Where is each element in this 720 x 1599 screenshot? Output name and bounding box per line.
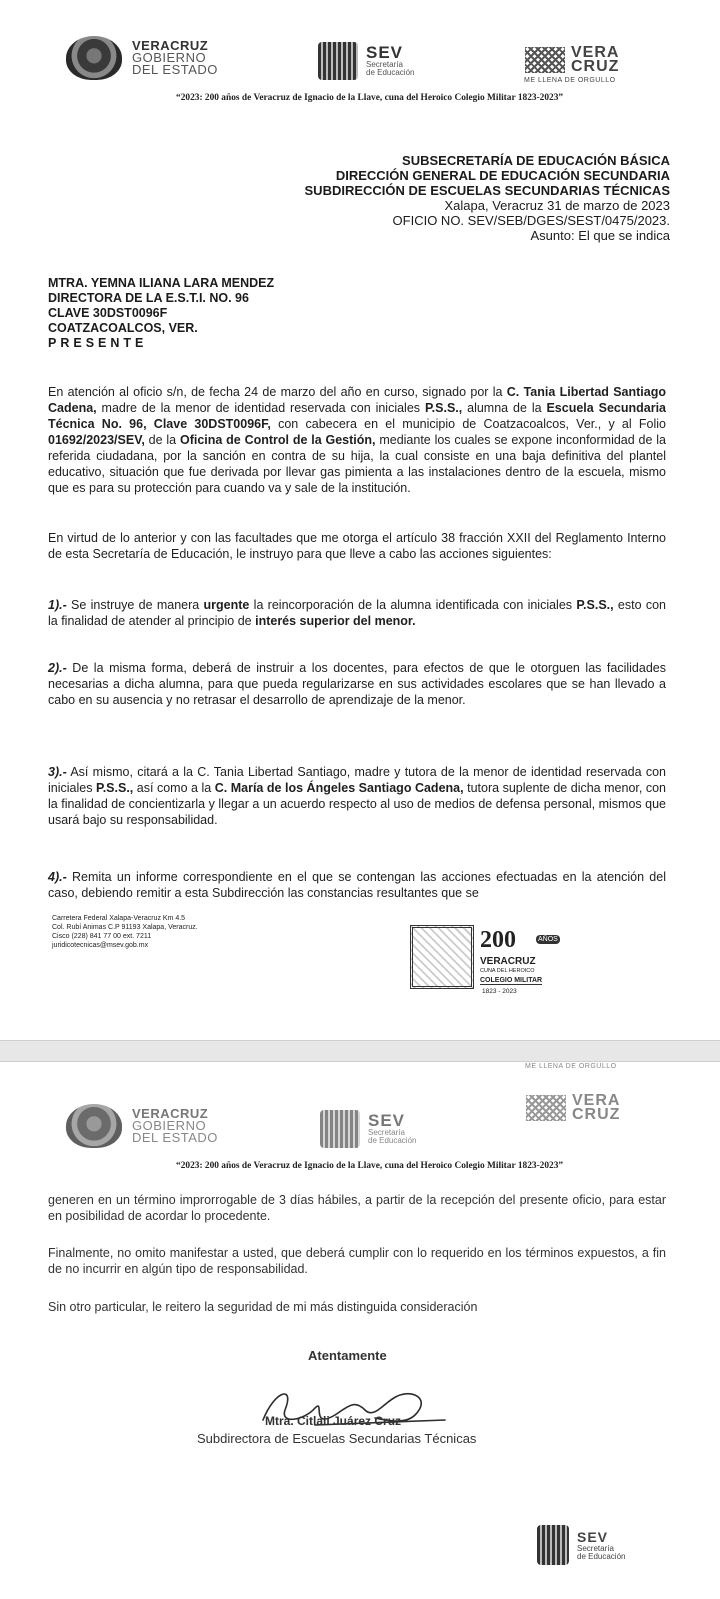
veracruz-brand-logo — [525, 46, 619, 74]
page2-paragraph-1: generen en un término improrrogable de 3 días hábiles, a partir de la recepción del presente oficio, para estar en posibilidad de acordar lo procedente. — [48, 1193, 666, 1223]
footer-address — [52, 914, 198, 950]
seal-years: 1823 - 2023 — [482, 988, 517, 995]
seal-sub: CUNA DEL HEROICO — [480, 968, 535, 974]
sev-sub1-p2: Secretaría — [368, 1128, 405, 1137]
sev-stamp — [537, 1525, 625, 1565]
sev-sub1: Secretaría — [366, 60, 403, 69]
office-heading — [305, 153, 670, 243]
page2-paragraph-3: Sin otro particular, le reitero la seguridad de mi más distinguida consideración — [48, 1300, 478, 1314]
stamp-name: SEV — [577, 1529, 609, 1545]
paragraph-intro: En atención al oficio s/n, de fecha 24 de marzo del año en curso, signado por la C. Tania Libertad Santiago Cadena, madre de la menor de identidad reservada con iniciales P.S.S., alumna de la Escuela Secundaria Técnica No. 96, Clave 30DST0096F, con cabecera en el municipio de Coatzacoalcos, Ver., y al Folio 01692/2023/SEV, de la Oficina de Control de la Gestión, mediante los cuales se expone inconformidad de la referida ciudadana, por la sanción en contra de su hija, la cual consiste en una baja definitiva del plantel educativo, situación que fue derivada por llevar gas pimienta a las instalaciones dentro de la escuela, mismo que es para su protección para cuando va y sale de la institución. — [48, 385, 667, 495]
footer-line4: juridicotecnicas@msev.gob.mx — [52, 942, 149, 949]
signer-title: Subdirectora de Escuelas Secundarias Técnicas — [197, 1431, 477, 1446]
addressee-presente: PRESENTE — [48, 336, 148, 350]
gov-line3-p2: DEL ESTADO — [132, 1130, 218, 1145]
stamp-sub2: de Educación — [577, 1552, 626, 1561]
paragraph-instruction: En virtud de lo anterior y con las facultades que me otorga el artículo 38 fracción XXII del Reglamento Interno de esta Secretaría de Educación, le instruyo para que lleve a cabo las acciones siguientes: — [48, 531, 666, 561]
addressee-role: DIRECTORA DE LA E.S.T.I. NO. 96 — [48, 291, 249, 305]
veracruz-crest-icon-p2 — [66, 1104, 122, 1148]
addressee-block — [48, 276, 274, 351]
seal-state: VERACRUZ — [480, 956, 536, 967]
sev-sub2-p2: de Educación — [368, 1136, 417, 1145]
vera-line1: VERA — [571, 44, 620, 61]
office-line1: SUBSECRETARÍA DE EDUCACIÓN BÁSICA — [402, 153, 670, 168]
seal-colegio: COLEGIO MILITAR — [480, 977, 543, 984]
addressee-clave: CLAVE 30DST0096F — [48, 306, 168, 320]
addressee-city: COATZACOALCOS, VER. — [48, 321, 198, 335]
page2-paragraph-2: Finalmente, no omito manifestar a usted, que deberá cumplir con lo requerido en los términos expuestos, a fin de no incurrir en algún tipo de responsabilidad. — [48, 1246, 666, 1276]
sev-name: SEV — [366, 43, 404, 62]
item-4: 4).- Remita un informe correspondiente en el que se contengan las acciones efectuadas en la atención del caso, debiendo remitir a esta Subdirección las constancias resultantes que se — [48, 870, 666, 900]
gov-line2: GOBIERNO — [132, 50, 207, 65]
vera-line2: CRUZ — [571, 58, 620, 75]
vera-line2-p2: CRUZ — [572, 1106, 621, 1123]
addressee-name: MTRA. YEMNA ILIANA LARA MENDEZ — [48, 276, 275, 290]
item-3-number: 3).- — [48, 765, 67, 779]
seal-emblem-icon — [410, 925, 474, 989]
sev-crest-icon — [318, 42, 358, 80]
gov-line1-p2: VERACRUZ — [132, 1106, 209, 1121]
vera-slogan-p2: ME LLENA DE ORGULLO — [525, 1063, 617, 1070]
vera-pattern-icon — [525, 47, 565, 73]
place-date: Xalapa, Veracruz 31 de marzo de 2023 — [444, 198, 670, 213]
item-4-number: 4).- — [48, 870, 67, 884]
vera-pattern-icon-p2 — [526, 1095, 566, 1121]
gov-line1: VERACRUZ — [132, 38, 209, 53]
closing-atentamente: Atentamente — [308, 1348, 387, 1363]
office-line3: SUBDIRECCIÓN DE ESCUELAS SECUNDARIAS TÉCNICAS — [304, 183, 670, 198]
veracruz-brand-logo-p2 — [526, 1094, 620, 1122]
sev-name-p2: SEV — [368, 1111, 406, 1130]
office-line2: DIRECCIÓN GENERAL DE EDUCACIÓN SECUNDARIA — [335, 168, 670, 183]
gobierno-veracruz-logo — [66, 36, 218, 80]
sev-logo-p2 — [320, 1110, 416, 1148]
gobierno-veracruz-logo-p2 — [66, 1104, 218, 1148]
oficio-number: OFICIO NO. SEV/SEB/DGES/SEST/0475/2023. — [392, 213, 670, 228]
item-3: 3).- Así mismo, citará a la C. Tania Libertad Santiago, madre y tutora de la menor de identidad reservada con iniciales P.S.S., así como a la C. María de los Ángeles Santiago Cadena, tutora suplente de dicha menor, con la finalidad de concientizarla y llegar a un acuerdo respecto al uso de medios de defensa personal, mismos que usará bajo su responsabilidad. — [48, 765, 666, 827]
item-2-number: 2).- — [48, 661, 67, 675]
seal-number: 200 — [480, 927, 516, 953]
header-motto: “2023: 200 años de Veracruz de Ignacio de la Llave, cuna del Heroico Colegio Militar 1823-2023” — [176, 93, 564, 103]
footer-line1: Carretera Federal Xalapa-Veracruz Km 4.5 — [52, 915, 186, 922]
seal-anos: AÑOS — [538, 936, 558, 943]
stamp-crest-icon — [537, 1525, 569, 1565]
sev-logo — [318, 42, 414, 80]
footer-line3: Cisco (228) 841 77 00 ext. 7211 — [52, 933, 152, 940]
asunto: Asunto: El que se indica — [530, 228, 670, 243]
gov-line3: DEL ESTADO — [132, 62, 218, 77]
header-motto-p2: “2023: 200 años de Veracruz de Ignacio de la Llave, cuna del Heroico Colegio Militar 1823-2023” — [176, 1161, 564, 1171]
bicentennial-seal — [410, 925, 558, 997]
sev-crest-icon-p2 — [320, 1110, 360, 1148]
item-2: 2).- De la misma forma, deberá de instruir a los docentes, para efectos de que le otorguen las facilidades necesarias a dicha alumna, para que pueda regularizarse en sus actividades escolares que se han llevado a cabo en su ausencia y no retrasar el desarrollo de aprendizaje de la menor. — [48, 661, 666, 707]
vera-line1-p2: VERA — [572, 1092, 621, 1109]
sev-sub2: de Educación — [366, 68, 415, 77]
signer-name: Mtra. Citlali Juárez Cruz — [265, 1414, 402, 1428]
item-1: 1).- Se instruye de manera urgente la reincorporación de la alumna identificada con iniciales P.S.S., esto con la finalidad de atender al principio de interés superior del menor. — [48, 598, 666, 628]
item-1-number: 1).- — [48, 598, 67, 612]
footer-line2: Col. Rubí Animas C.P 91193 Xalapa, Veracruz. — [52, 924, 198, 931]
letter-page-2 — [0, 1062, 720, 1599]
gov-line2-p2: GOBIERNO — [132, 1118, 207, 1133]
stamp-sub1: Secretaría — [577, 1544, 614, 1553]
veracruz-crest-icon — [66, 36, 122, 80]
page-separator — [0, 1040, 720, 1062]
vera-slogan: ME LLENA DE ORGULLO — [524, 77, 616, 84]
